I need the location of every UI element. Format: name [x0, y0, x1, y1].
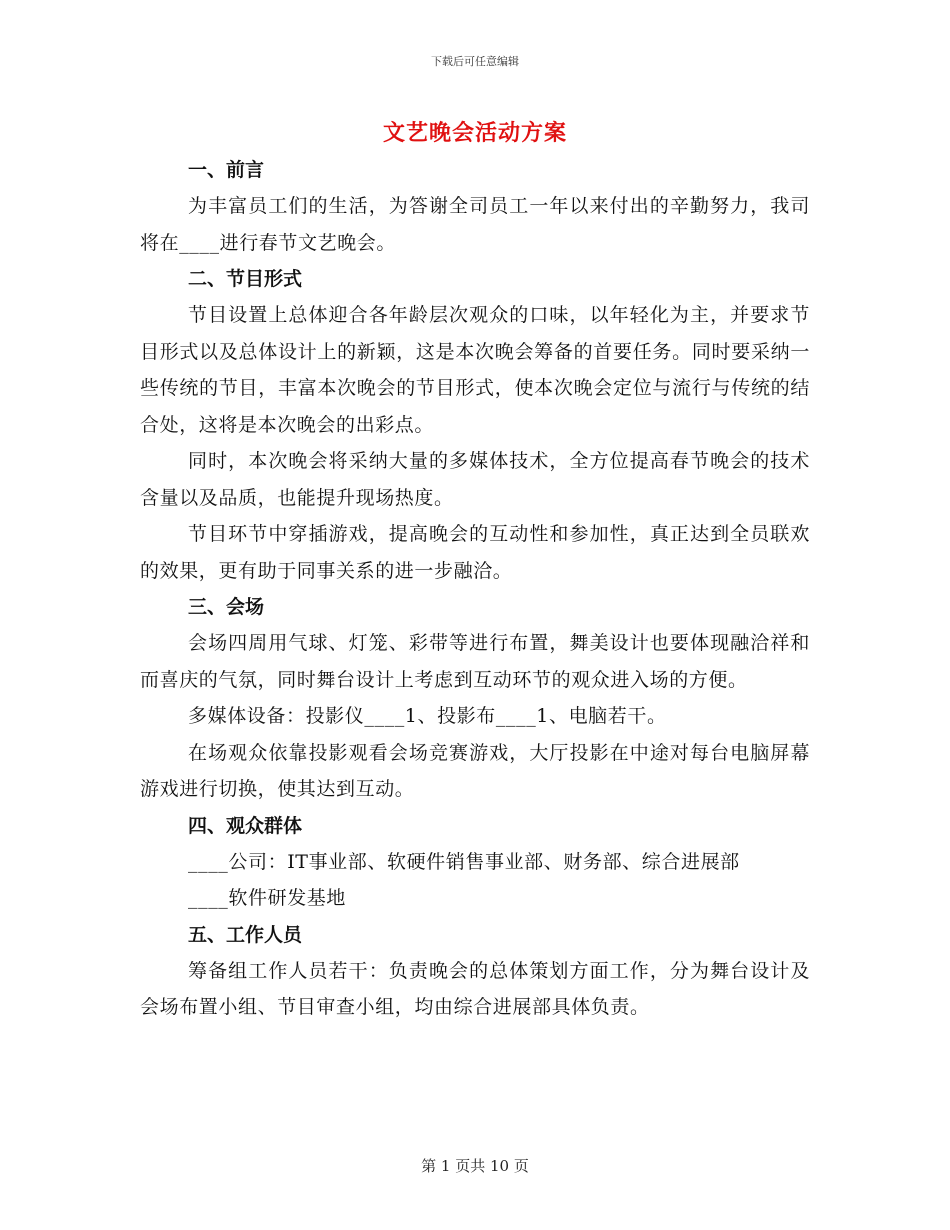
section-heading: 五、工作人员	[188, 923, 303, 946]
paragraph: 节目设置上总体迎合各年龄层次观众的口味，以年轻化为主，并要求节目形式以及总体设计上的新颖，这是本次晚会筹备的首要任务。同时要采纳一些传统的节目，丰富本次晚会的节目形式，使本次晚会定位与流行与传统的结合处，这将是本次晚会的出彩点。	[140, 304, 810, 436]
section-heading: 四、观众群体	[188, 814, 303, 837]
paragraph: 在场观众依靠投影观看会场竞赛游戏，大厅投影在中途对每台电脑屏幕游戏进行切换，使其达到互动。	[140, 741, 810, 800]
header-note: 下载后可任意编辑	[431, 55, 519, 68]
section-preface	[140, 152, 810, 261]
paragraph: 为丰富员工们的生活，为答谢全司员工一年以来付出的辛勤努力，我司将在____进行春节文艺晚会。	[140, 195, 810, 254]
paragraph: 多媒体设备：投影仪____1、投影布____1、电脑若干。	[188, 705, 667, 727]
document-title: 文艺晚会活动方案	[382, 120, 567, 146]
section-heading: 一、前言	[188, 159, 265, 181]
paragraph: 同时，本次晚会将采纳大量的多媒体技术，全方位提高春节晚会的技术含量以及品质，也能提升现场热度。	[140, 450, 810, 509]
paragraph: ____公司：IT事业部、软硬件销售事业部、财务部、综合进展部	[188, 850, 740, 873]
section-audience	[140, 808, 810, 917]
section-heading: 二、节目形式	[188, 268, 303, 290]
paragraph: 筹备组工作人员若干：负责晚会的总体策划方面工作，分为舞台设计及会场布置小组、节目审查小组，均由综合进展部具体负责。	[140, 959, 810, 1018]
paragraph: ____软件研发基地	[188, 887, 347, 909]
section-venue	[140, 589, 810, 808]
paragraph: 会场四周用气球、灯笼、彩带等进行布置，舞美设计也要体现融洽祥和而喜庆的气氛，同时舞台设计上考虑到互动环节的观众进入场的方便。	[140, 632, 810, 691]
document-body	[140, 152, 810, 1026]
section-staff	[140, 917, 810, 1026]
page-footer: 第 1 页共 10 页	[421, 1157, 529, 1175]
paragraph: 节目环节中穿插游戏，提高晚会的互动性和参加性，真正达到全员联欢的效果，更有助于同事关系的进一步融洽。	[140, 523, 810, 582]
section-heading: 三、会场	[188, 596, 265, 618]
section-program-format	[140, 261, 810, 589]
